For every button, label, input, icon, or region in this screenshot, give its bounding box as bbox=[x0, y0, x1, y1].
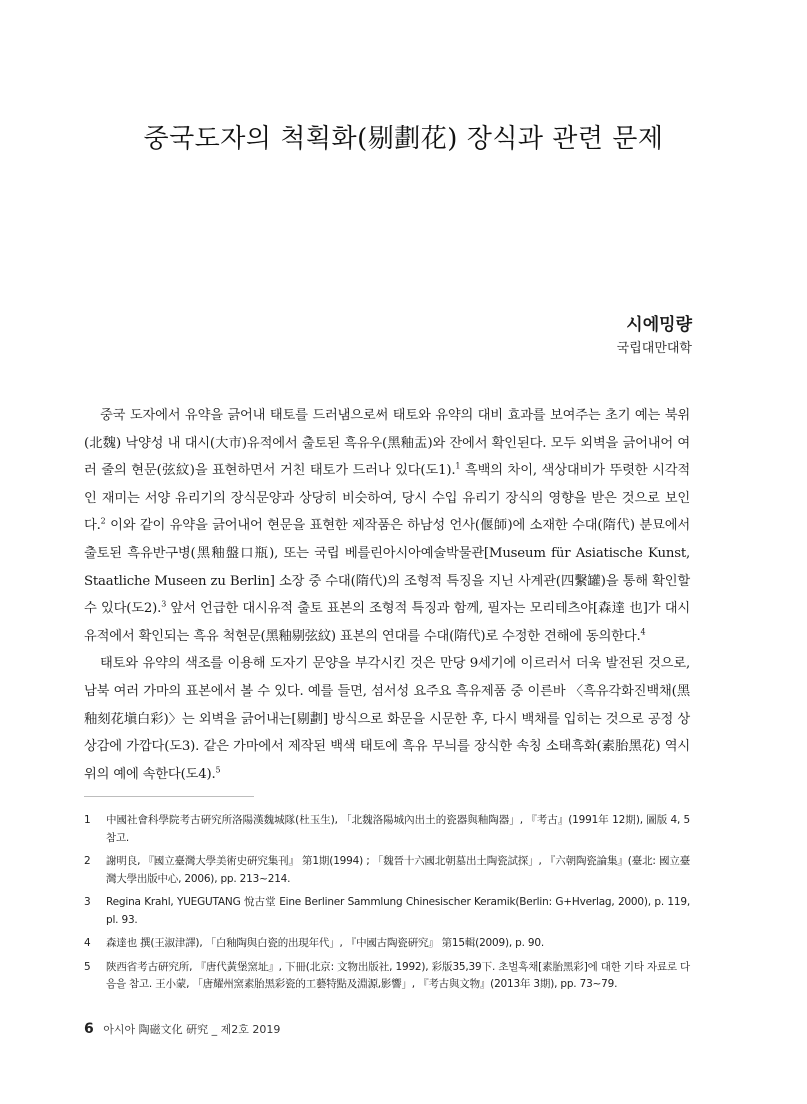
footnotes bbox=[84, 812, 690, 1000]
footnote-text: Regina Krahl, YUEGUTANG 悅古堂 Eine Berliner Sammlung Chinesischer Keramik(Berlin: G+Hverlag, 2000), p. 119, pl. 93. bbox=[106, 896, 690, 926]
paragraph-text: 흑백의 차이, 색상대비가 뚜렷한 시각적인 재미는 서양 유리기의 장식문양과 상당히 비슷하여, 당시 수입 유리기 장식의 영향을 받은 것으로 보인다. bbox=[84, 463, 690, 534]
author-affiliation: 국립대만대학 bbox=[616, 341, 692, 356]
paragraph-text: 태토와 유약의 색조를 이용해 도자기 문양을 부각시킨 것은 만당 9세기에 이르러서 더욱 발전된 것으로, 남북 여러 가마의 표본에서 볼 수 있다. 예를 들면, 섬서성 요주요 흑유제품 중 이른바 〈흑유각화진백채(黑釉刻花塡白彩)〉는 외벽을 긁어내는[剔劃] 방식으로 화문을 시문한 후, 다시 백채를 입히는 것으로 공정 상 상감에 가깝다(도3). 같은 가마에서 제작된 백색 태토에 흑유 무늬를 장식한 속칭 소태흑화(素胎黑花) 역시 위의 예에 속한다(도4). bbox=[84, 656, 690, 782]
paragraph-1 bbox=[84, 402, 690, 650]
article-title: 중국도자의 척획화(剔劃花) 장식과 관련 문제 bbox=[143, 124, 664, 154]
footnote bbox=[84, 812, 690, 847]
footnote-text: 陝西省考古硏究所, 『唐代黃堡窯址』, 下冊(北京: 文物出版社, 1992), 彩版35,39下. 초벌흑채[素胎黑彩]에 대한 기타 자료로 다음을 참고. 王小蒙, 「唐耀州窯素胎黑彩瓷的工藝特點及淵源,影響」, 『考古與文物』(2013年 3期), pp. 73~79. bbox=[106, 960, 690, 990]
footnote-divider bbox=[84, 796, 254, 797]
footnote bbox=[84, 894, 690, 929]
footnote bbox=[84, 853, 690, 888]
footnote-number: 3 bbox=[84, 896, 91, 908]
page-number: 6 bbox=[84, 1021, 94, 1037]
author-name: 시에밍량 bbox=[626, 315, 692, 335]
author-block bbox=[617, 312, 692, 360]
footnote-ref: 1 bbox=[455, 461, 461, 471]
footnote-ref: 2 bbox=[100, 516, 106, 526]
body-text bbox=[84, 402, 690, 788]
footnote-ref: 4 bbox=[640, 627, 646, 637]
footnote-number: 5 bbox=[84, 960, 91, 973]
paragraph-2 bbox=[84, 650, 690, 788]
footnote-text: 謝明良, 『國立臺灣大學美術史硏究集刊』 第1期(1994) ; 「魏晉十六國北朝墓出土陶瓷試探」, 『六朝陶瓷論集』(臺北: 國立臺灣大學出版中心, 2006), pp. 213~214. bbox=[106, 855, 690, 885]
page-footer bbox=[84, 1021, 280, 1037]
footnote-number: 2 bbox=[84, 855, 91, 867]
footnote bbox=[84, 959, 690, 994]
footnote-ref: 5 bbox=[215, 765, 221, 775]
footnote-ref: 3 bbox=[161, 599, 167, 609]
paragraph-text: 앞서 언급한 대시유적 출토 표본의 조형적 특징과 함께, 필자는 모리테츠야[森達 也]가 대시유적에서 확인되는 흑유 척현문(黑釉剔弦紋) 표본의 연대를 수대(隋代)로 수정한 견해에 동의한다. bbox=[84, 601, 690, 644]
journal-name: 아시아 陶磁文化 硏究 _ 제2호 2019 bbox=[103, 1023, 281, 1036]
footnote-number: 4 bbox=[84, 937, 91, 949]
footnote-text: 森達也 撰(王淑津譯), 「白釉陶與白瓷的出現年代」, 『中國古陶瓷硏究』 第15輯(2009), p. 90. bbox=[106, 937, 545, 949]
paragraph-text: 이와 같이 유약을 긁어내어 현문을 표현한 제작품은 하남성 언사(偃師)에 소재한 수대(隋代) 분묘에서 출토된 흑유반구병(黑釉盤口瓶), 또는 국립 베를린아시아예술박물관[Museum für Asiatische Kunst, Staatliche Museen zu Berlin] 소장 중 수대(隋代)의 조형적 특징을 지닌 사계관(四繫罐)을 통해 확인할 수 있다(도2). bbox=[84, 518, 690, 617]
footnote-text: 中國社會科學院考古硏究所洛陽漢魏城隊(杜玉生), 「北魏洛陽城內出土的瓷器與釉陶器」, 『考古』(1991年 12期), 圖版 4, 5 참고. bbox=[106, 814, 690, 844]
paragraph-text: 중국 도자에서 유약을 긁어내 태토를 드러냄으로써 태토와 유약의 대비 효과를 보여주는 초기 예는 북위(北魏) 낙양성 내 대시(大市)유적에서 출토된 흑유우(黑釉盂)와 잔에서 확인된다. 모두 외벽을 긁어내어 여러 줄의 현문(弦紋)을 표현하면서 거친 태토가 드러나 있다(도1). bbox=[84, 408, 690, 479]
footnote bbox=[84, 935, 690, 953]
footnote-number: 1 bbox=[84, 814, 91, 826]
